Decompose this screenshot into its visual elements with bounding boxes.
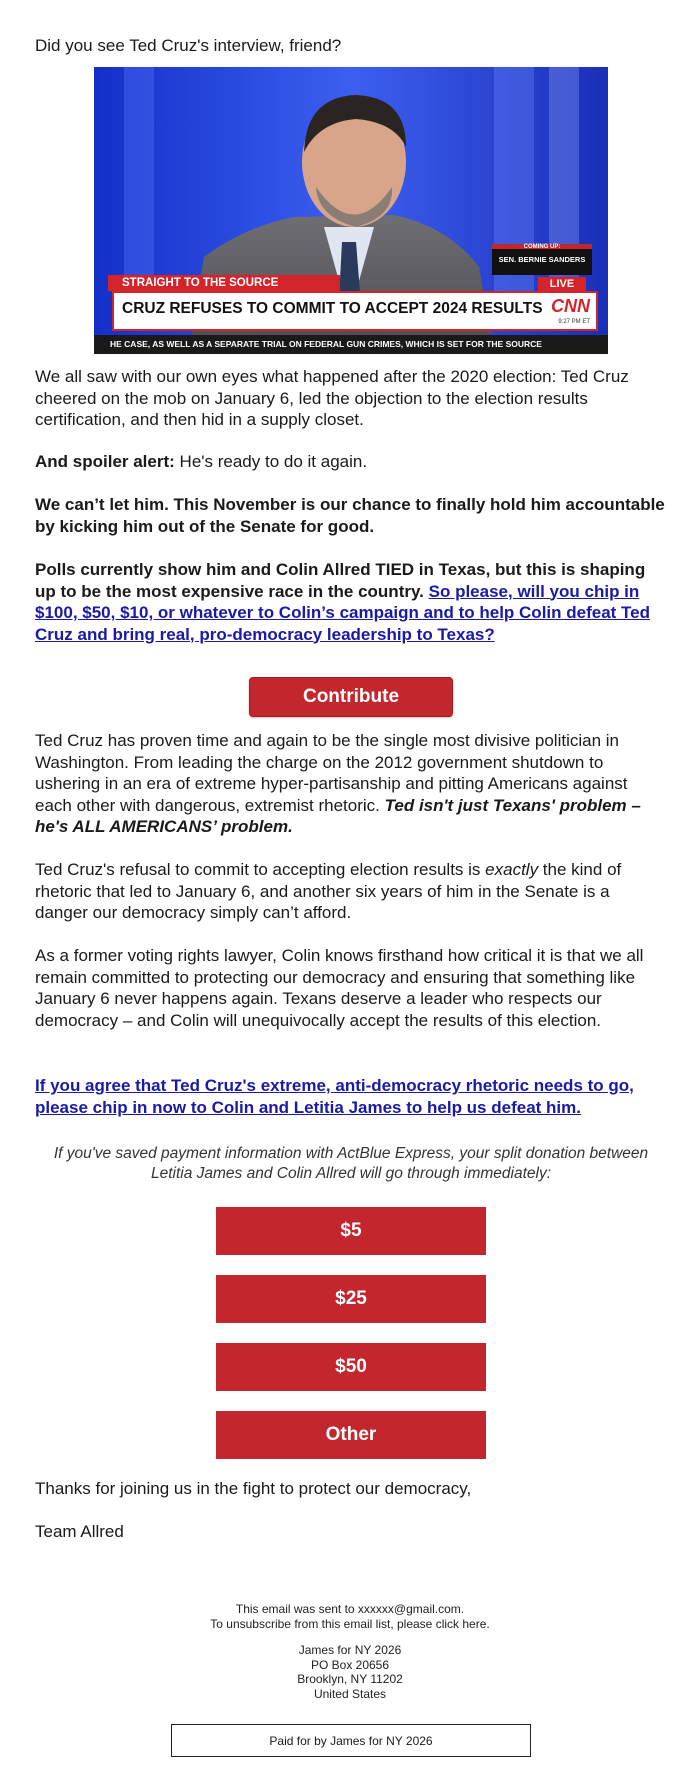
unsubscribe-link[interactable]: To unsubscribe from this email list, please click here. xyxy=(210,1616,490,1631)
chip-in-link[interactable]: So please, will you chip in $100, $50, $10, or whatever to Colin’s campaign and to help Colin defeat Ted Cruz and bring real, pro-democracy leadership to Texas? xyxy=(35,581,650,644)
interview-image[interactable] xyxy=(94,67,608,354)
paragraph-2 xyxy=(35,451,667,473)
donate-other-button[interactable]: Other xyxy=(216,1411,486,1459)
banner-tag: STRAIGHT TO THE SOURCE xyxy=(108,275,340,291)
sent-to-line: This email was sent to xxxxxx@gmail.com. xyxy=(235,1602,465,1616)
country-line: United States xyxy=(313,1686,387,1701)
live-badge: LIVE xyxy=(538,277,586,291)
headline-bar xyxy=(112,291,598,331)
donate-50-button[interactable]: $50 xyxy=(216,1343,486,1391)
donate-25-button[interactable]: $25 xyxy=(216,1275,486,1323)
paragraph-6 xyxy=(35,859,667,924)
paragraph-3: We can’t let him. This November is our chance to finally hold him accountable by kicking him out of the Senate for good. xyxy=(35,495,665,536)
footer-notice xyxy=(0,1602,700,1631)
footer-address xyxy=(0,1643,700,1701)
city-line: Brooklyn, NY 11202 xyxy=(297,1672,403,1686)
headline: CRUZ REFUSES TO COMMIT TO ACCEPT 2024 RESULTS xyxy=(122,300,543,317)
coming-up-label: COMING UP: xyxy=(523,244,561,250)
contribute-button[interactable]: Contribute xyxy=(249,677,453,717)
polls-text: Polls currently show him and Colin Allred TIED in Texas, but this is shaping up to be the most expensive race in the country. xyxy=(35,560,646,601)
paragraph-4 xyxy=(35,559,667,645)
paid-for-box: Paid for by James for NY 2026 xyxy=(171,1724,531,1757)
refusal-text-end: the kind of rhetoric that led to January 6, and another six years of him in the Senate is a danger our democracy simply can’t afford. xyxy=(35,860,622,922)
emphasis-text: Ted isn't just Texans' problem – he's ALL AMERICANS’ problem. xyxy=(35,795,641,836)
actblue-note: If you've saved payment information with ActBlue Express, your split donation between Letitia James and Colin Allred will go through immediately: xyxy=(53,1145,649,1182)
po-box: PO Box 20656 xyxy=(310,1657,390,1672)
donate-5-button[interactable]: $5 xyxy=(216,1207,486,1255)
paragraph-8 xyxy=(35,1075,667,1118)
agree-link[interactable]: If you agree that Ted Cruz's extreme, anti-democracy rhetoric needs to go, please chip in now to Colin and Letitia James to help us defeat him. xyxy=(35,1076,634,1117)
exactly-text: exactly xyxy=(485,860,539,879)
refusal-text: Ted Cruz's refusal to commit to accepting election results is xyxy=(35,860,486,879)
paragraph-7: As a former voting rights lawyer, Colin knows firsthand how critical it is that we all remain committed to protecting our democracy and ensuring that something like January 6 never happens again. Texans deserve a leader who respects our democracy – and Colin will unequivocally accept the results of this election. xyxy=(35,946,644,1030)
divisive-text: Ted Cruz has proven time and again to be the single most divisive politician in Washington. From leading the charge on the 2012 government shutdown to ushering in an era of extreme hyper-partisanship and pitting Americans against each other with dangerous, extremist rhetoric. xyxy=(35,731,628,815)
greeting: Did you see Ted Cruz's interview, friend? xyxy=(35,36,342,55)
signoff: Team Allred xyxy=(35,1522,124,1541)
time-label: 9:27 PM ET xyxy=(558,319,590,325)
spoiler-label: And spoiler alert: xyxy=(35,452,175,471)
spoiler-text: He's ready to do it again. xyxy=(174,452,368,471)
coming-up-name: SEN. BERNIE SANDERS xyxy=(498,255,586,264)
paragraph-5 xyxy=(35,730,667,838)
news-ticker: HE CASE, AS WELL AS A SEPARATE TRIAL ON FEDERAL GUN CRIMES, WHICH IS SET FOR THE SOURCE xyxy=(94,335,608,354)
org-name: James for NY 2026 xyxy=(298,1643,402,1657)
cnn-logo: CNN xyxy=(551,296,590,316)
thanks-line: Thanks for joining us in the fight to protect our democracy, xyxy=(35,1479,472,1498)
coming-up-box xyxy=(492,244,592,275)
paragraph-1: We all saw with our own eyes what happened after the 2020 election: Ted Cruz cheered on the mob on January 6, led the objection to the election results certification, and then hid in a supply closet. xyxy=(35,367,629,429)
